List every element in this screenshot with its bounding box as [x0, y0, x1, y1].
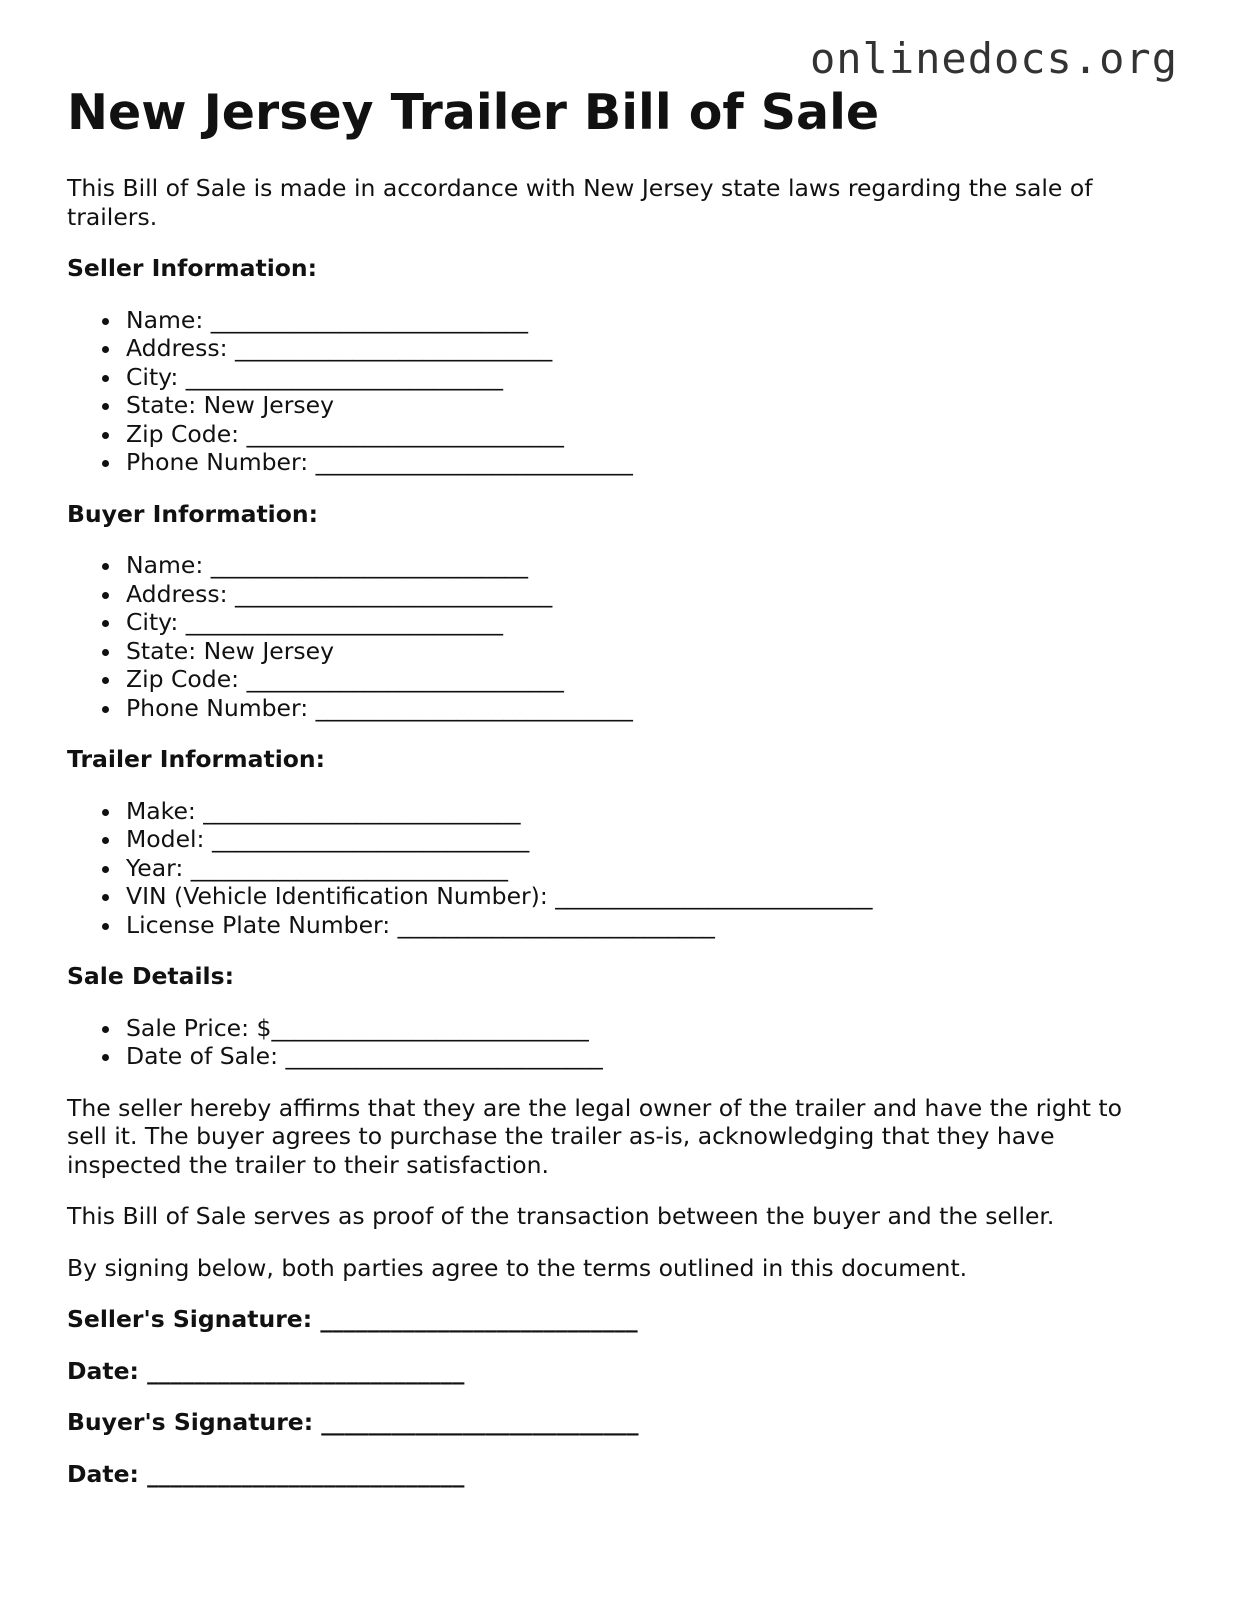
buyer-address-field[interactable]: Address: ___________________________ [126, 580, 1157, 609]
buyer-zip-field[interactable]: Zip Code: ___________________________ [126, 665, 1157, 694]
buyer-name-field[interactable]: Name: ___________________________ [126, 551, 1157, 580]
buyer-date-line[interactable]: Date: ___________________________ [67, 1459, 465, 1488]
buyer-heading: Buyer Information: [67, 499, 319, 528]
sale-price-field[interactable]: Sale Price: $___________________________ [126, 1014, 1157, 1043]
buyer-state-field: State: New Jersey [126, 637, 1157, 666]
proof-paragraph: This Bill of Sale serves as proof of the transaction between the buyer and the seller. [67, 1202, 1055, 1230]
seller-signature-line[interactable]: Seller's Signature: ___________________________ [67, 1305, 638, 1333]
trailer-list [67, 797, 1157, 940]
seller-city-field[interactable]: City: ___________________________ [126, 363, 1157, 392]
seller-address-field[interactable]: Address: ___________________________ [126, 334, 1157, 363]
seller-date-line[interactable]: Date: ___________________________ [67, 1356, 465, 1385]
document-body [67, 174, 1157, 1511]
trailer-year-field[interactable]: Year: ___________________________ [126, 854, 1157, 883]
document-title: New Jersey Trailer Bill of Sale [67, 84, 880, 141]
buyer-signature-line[interactable]: Buyer's Signature: ___________________________ [67, 1408, 639, 1436]
seller-state-field: State: New Jersey [126, 391, 1157, 420]
sale-list [67, 1014, 1157, 1071]
seller-name-field[interactable]: Name: ___________________________ [126, 306, 1157, 335]
intro-paragraph: This Bill of Sale is made in accordance with New Jersey state laws regarding the sale of trailers. [67, 174, 1093, 231]
trailer-plate-field[interactable]: License Plate Number: ___________________________ [126, 911, 1157, 940]
seller-zip-field[interactable]: Zip Code: ___________________________ [126, 420, 1157, 449]
watermark: onlinedocs.org [809, 34, 1178, 83]
affirmation-paragraph: The seller hereby affirms that they are the legal owner of the trailer and have the right to sell it. The buyer agrees to purchase the trailer as-is, acknowledging that they have inspected the trailer to their satisfaction. [67, 1093, 1122, 1179]
seller-heading: Seller Information: [67, 254, 318, 282]
buyer-city-field[interactable]: City: ___________________________ [126, 608, 1157, 637]
trailer-model-field[interactable]: Model: ___________________________ [126, 825, 1157, 854]
trailer-vin-field[interactable]: VIN (Vehicle Identification Number): ___________________________ [126, 882, 1157, 911]
buyer-list [67, 551, 1157, 722]
seller-phone-field[interactable]: Phone Number: ___________________________ [126, 448, 1157, 477]
trailer-heading: Trailer Information: [67, 745, 326, 773]
trailer-make-field[interactable]: Make: ___________________________ [126, 797, 1157, 826]
agreement-paragraph: By signing below, both parties agree to the terms outlined in this document. [67, 1253, 968, 1282]
sale-date-field[interactable]: Date of Sale: ___________________________ [126, 1042, 1157, 1071]
sale-heading: Sale Details: [67, 962, 234, 990]
seller-list [67, 306, 1157, 477]
buyer-phone-field[interactable]: Phone Number: ___________________________ [126, 694, 1157, 723]
